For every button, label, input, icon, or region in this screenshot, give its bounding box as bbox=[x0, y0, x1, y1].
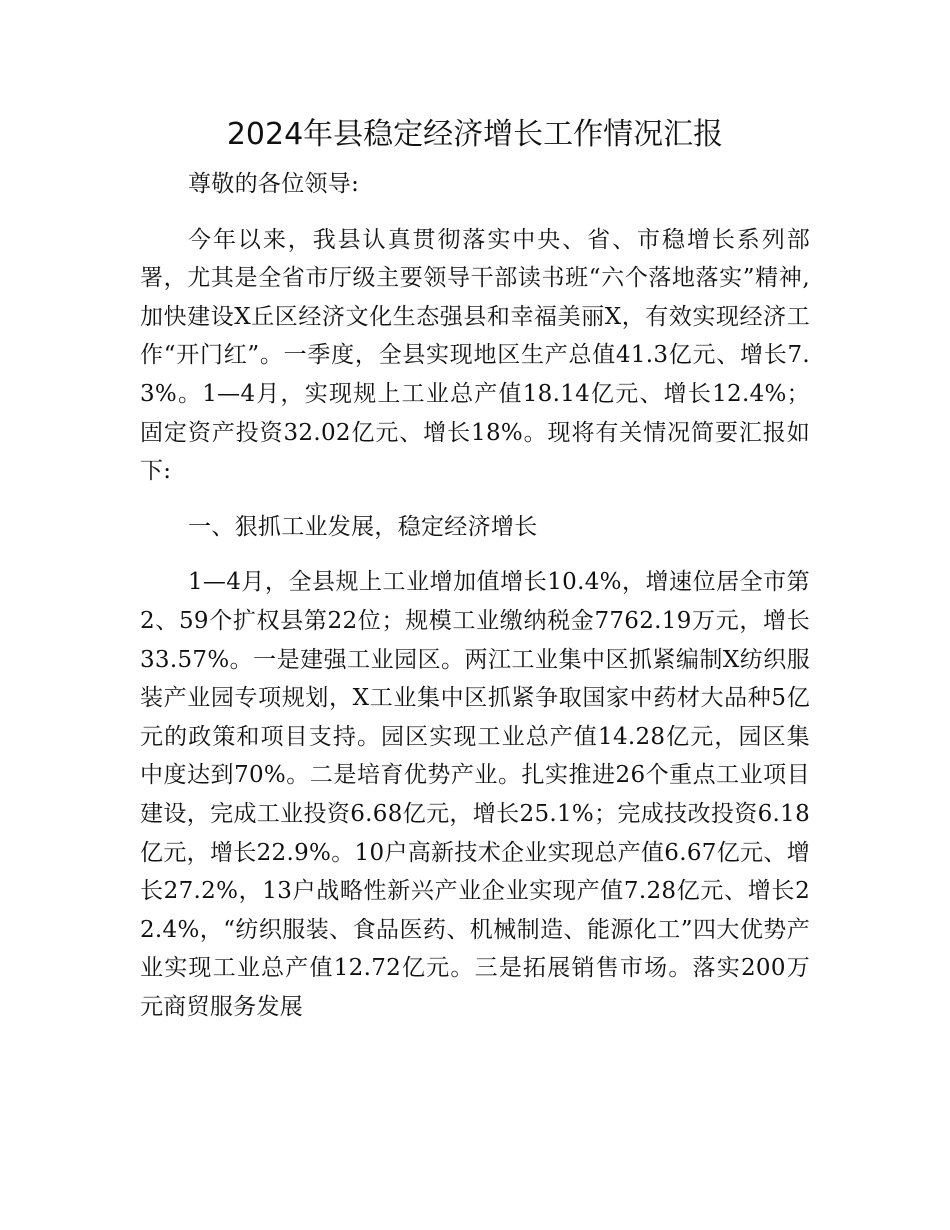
salutation: 尊敬的各位领导: bbox=[188, 171, 360, 197]
document-body bbox=[140, 165, 810, 1026]
section-heading-1: 一、狠抓工业发展，稳定经济增长 bbox=[188, 513, 538, 540]
document-title: 2024年县稳定经济增长工作情况汇报 bbox=[226, 117, 724, 152]
section-1-paragraph: 1—4月，全县规上工业增加值增长10.4%，增速位居全市第2、59个扩权县第22位；规模工业缴纳税金7762.19万元，增长33.57%。一是建强工业园区。两江工业集中区抓紧编制X纺织服装产业园专项规划，X工业集中区抓紧争取国家中药材大品种5亿元的政策和项目支持。园区实现工业总产值14.28亿元，园区集中度达到70%。二是培育优势产业。扎实推进26个重点工业项目建设，完成工业投资6.68亿元，增长25.1%；完成技改投资6.18亿元，增长22.9%。10户高新技术企业实现总产值6.67亿元、增长27.2%，13户战略性新兴产业企业实现产值7.28亿元、增长22.4%，“纺织服装、食品医药、机械制造、能源化工”四大优势产业实现工业总产值12.72亿元。三是拓展销售市场。落实200万元商贸服务发展 bbox=[140, 569, 810, 1020]
intro-paragraph: 今年以来，我县认真贯彻落实中央、省、市稳增长系列部署，尤其是全省市厅级主要领导干部读书班“六个落地落实”精神,加快建设X丘区经济文化生态强县和幸福美丽X，有效实现经济工作“开门红”。一季度，全县实现地区生产总值41.3亿元、增长7.3%。1—4月，实现规上工业总产值18.14亿元、增长12.4%；固定资产投资32.02亿元、增长18%。现将有关情况简要汇报如下: bbox=[140, 226, 810, 485]
